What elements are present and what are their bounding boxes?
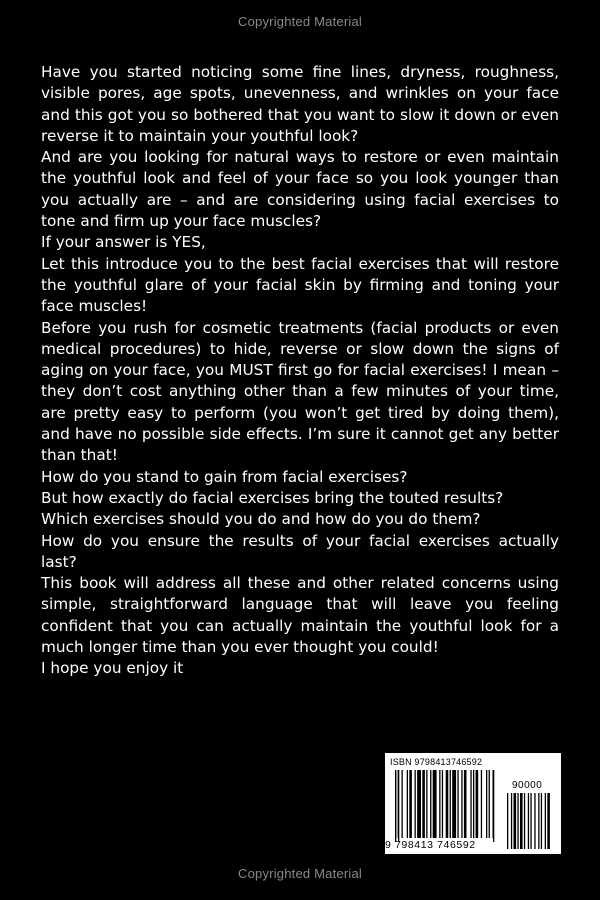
- barcode-bar: [439, 770, 440, 838]
- barcode-guard-bar: [493, 770, 494, 842]
- paragraph: This book will address all these and other related concerns using simple, straightforward language that will leave you feeling confident that you can actually maintain the youthful look for a much longer time than you ever thought you could!: [41, 574, 559, 657]
- barcode-bar: [430, 770, 431, 838]
- blurb-text: [41, 62, 559, 680]
- addon-bar: [528, 793, 529, 849]
- paragraph: Before you rush for cosmetic treatments (facial products or even medical procedures) to hide, reverse or slow down the signs of aging on your face, you MUST first go for facial exercises! I mean – they don’t cost anything other than a few minutes of your time, are pretty easy to perform (you won’t get tired by doing them), and have no possible side effects. I’m sure it cannot get any better than that!: [41, 318, 559, 465]
- barcode-bar: [457, 770, 458, 838]
- barcode-bar: [422, 770, 425, 838]
- barcode-bar: [452, 770, 456, 838]
- barcode-bar: [461, 770, 462, 838]
- paragraph: How do you stand to gain from facial exercises?: [41, 467, 408, 486]
- paragraph: And are you looking for natural ways to restore or even maintain the youthful look and feel of your face so you look younger than you actually are – and are considering using facial exercises to tone and firm up your face muscles?: [41, 148, 559, 231]
- barcode-bar: [433, 770, 437, 838]
- barcode-bar: [426, 770, 427, 838]
- paragraph: Which exercises should you do and how do you do them?: [41, 510, 481, 529]
- paragraph: I hope you enjoy it: [41, 659, 184, 678]
- addon-bar: [530, 793, 531, 849]
- paragraph: Let this introduce you to the best facial exercises that will restore the youthful glare of your facial skin by firming and toning your face muscles!: [41, 254, 559, 316]
- addon-bar: [524, 793, 525, 849]
- isbn-barcode: [385, 753, 561, 854]
- barcode-bar: [402, 770, 403, 838]
- isbn-label: ISBN 9798413746592: [390, 757, 483, 767]
- paragraph: Have you started noticing some fine lines, dryness, roughness, visible pores, age spots, unevenness, and wrinkles on your face and this got you so bothered that you want to slow it down or even reverse it to maintain your youthful look?: [41, 63, 559, 145]
- addon-bar: [545, 793, 546, 849]
- addon-bar: [534, 793, 535, 849]
- watermark-bottom: Copyrighted Material: [238, 866, 362, 881]
- barcode-bar: [473, 770, 474, 838]
- barcode-bar: [489, 770, 490, 838]
- barcode-bar: [450, 770, 451, 838]
- paragraph: How do you ensure the results of your facial exercises actually last?: [41, 531, 559, 571]
- addon-bar: [517, 793, 518, 849]
- watermark-top: Copyrighted Material: [238, 14, 362, 29]
- barcode-bar: [417, 770, 421, 838]
- barcode-bar: [415, 770, 416, 838]
- paragraph: If your answer is YES,: [41, 233, 206, 252]
- price-code: 90000: [512, 780, 543, 791]
- barcode-bar: [470, 770, 471, 838]
- barcode-bar: [486, 770, 487, 838]
- addon-bar: [520, 793, 523, 849]
- addon-bar: [511, 793, 512, 849]
- addon-bar: [507, 793, 508, 849]
- addon-bar: [538, 793, 539, 849]
- addon-bar: [541, 793, 542, 849]
- barcode-digits: 9 798413 746592: [385, 839, 476, 851]
- addon-bar: [514, 793, 517, 849]
- paragraph: But how exactly do facial exercises bring the touted results?: [41, 488, 504, 507]
- barcode-bar: [442, 770, 443, 838]
- barcode-bar: [446, 770, 449, 838]
- barcode-bar: [476, 770, 479, 838]
- barcode-guard-bar: [398, 770, 399, 842]
- barcode-guard-bar: [395, 770, 396, 842]
- barcode-bar: [409, 770, 412, 838]
- addon-bar: [547, 793, 550, 849]
- barcode-bar: [407, 770, 408, 838]
- barcode-bar: [464, 770, 467, 838]
- barcode-bar: [481, 770, 482, 838]
